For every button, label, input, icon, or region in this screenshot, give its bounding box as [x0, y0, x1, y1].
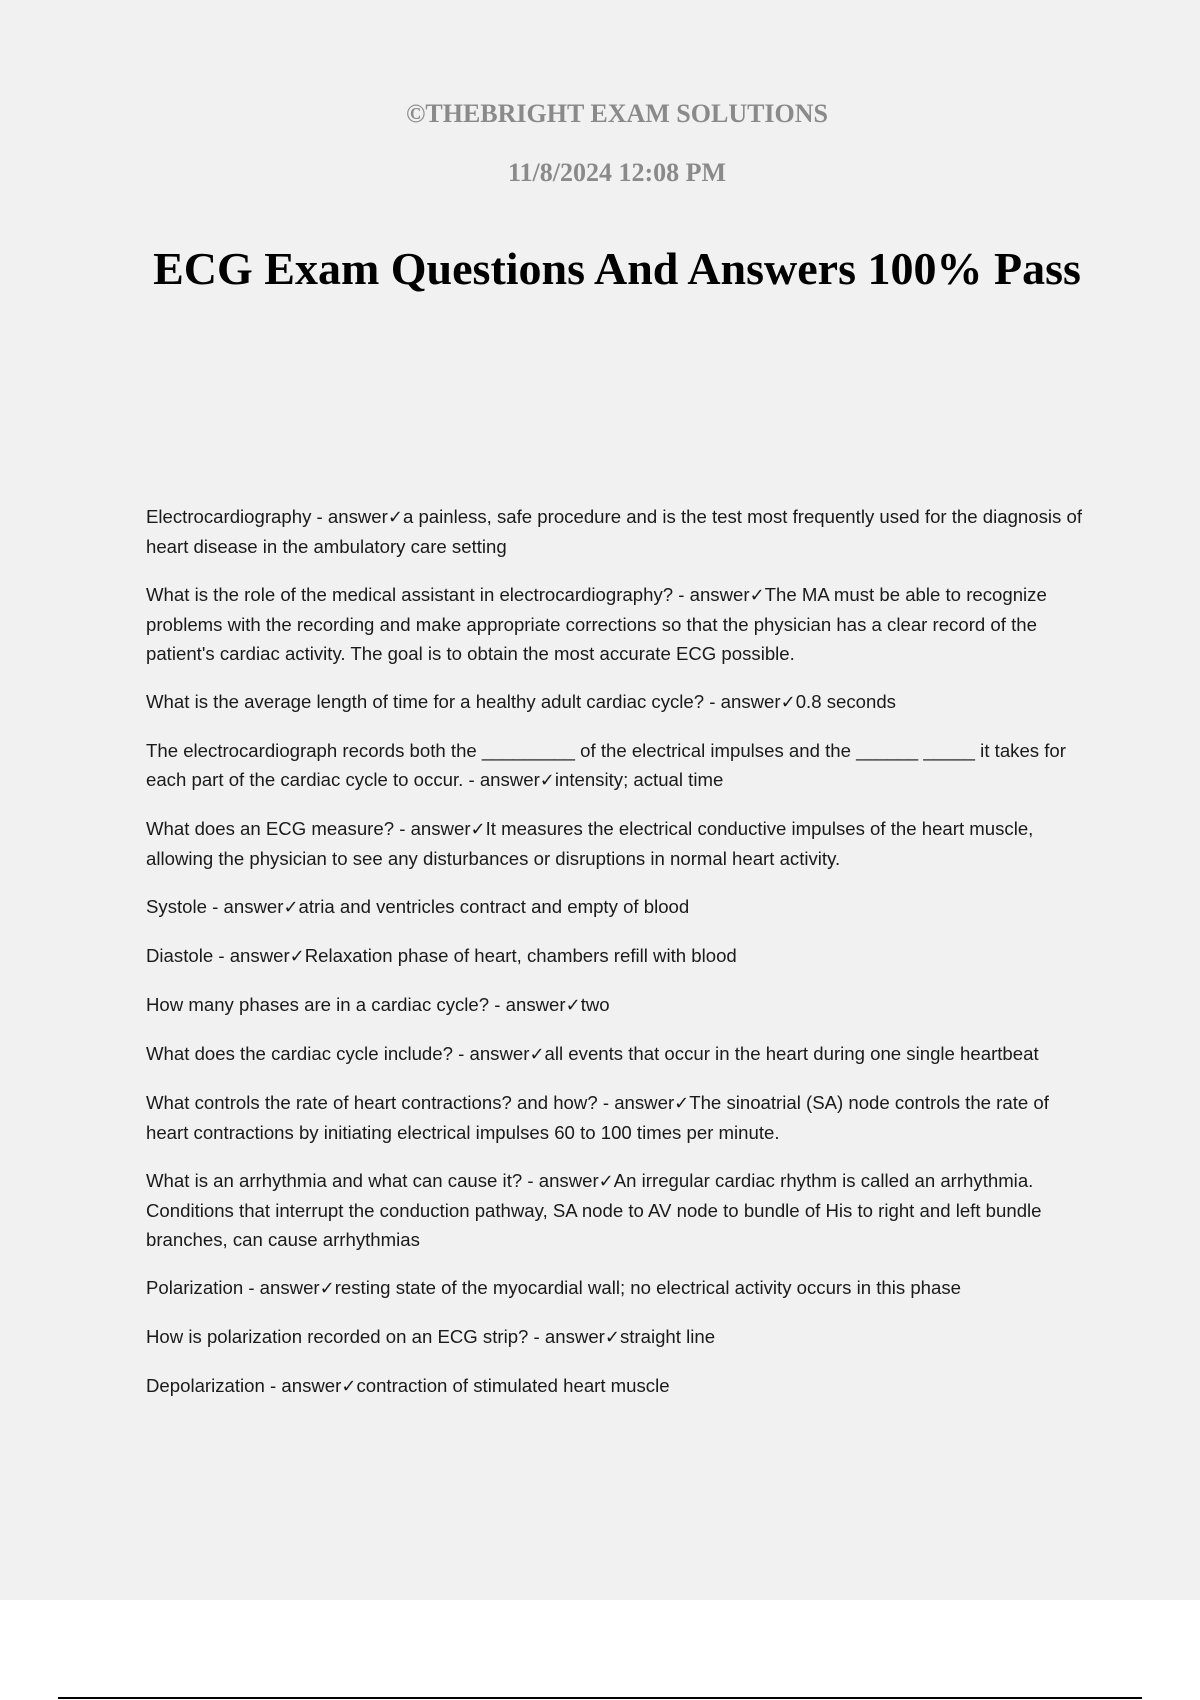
checkmark-icon: ✓ — [341, 1376, 357, 1397]
answer-marker: - answer — [243, 1277, 320, 1298]
question-text: What is the role of the medical assistant in electrocardiography? — [146, 584, 674, 605]
answer-text: The sinoatrial (SA) node controls the rate of heart contractions by initiating electrical impulses 60 to 100 times per minute. — [146, 1092, 1049, 1143]
checkmark-icon: ✓ — [598, 1171, 614, 1192]
qa-item — [146, 687, 1086, 717]
question-text: The electrocardiograph records both the _________ of the electrical impulses and the ______ _____ it takes for each part of the cardiac cycle to occur. — [146, 740, 1066, 790]
answer-marker: - answer — [522, 1170, 599, 1191]
qa-item — [146, 990, 1086, 1020]
checkmark-icon: ✓ — [289, 946, 305, 967]
checkmark-icon: ✓ — [470, 819, 486, 840]
question-text: What controls the rate of heart contractions? and how? — [146, 1092, 598, 1113]
question-text: Depolarization — [146, 1375, 265, 1396]
qa-item — [146, 1166, 1086, 1254]
qa-item — [146, 892, 1086, 922]
answer-marker: - answer — [206, 896, 284, 917]
question-text: Polarization — [146, 1277, 244, 1298]
answer-marker: - answer — [704, 691, 781, 712]
question-text: Diastole — [146, 945, 214, 966]
answer-text: straight line — [619, 1326, 716, 1347]
answer-text: An irregular cardiac rhythm is called an arrhythmia. Conditions that interrupt the conduction pathway, SA node to AV node to bundle of His to right and left bundle branches, can cause arrhythmias — [146, 1170, 1042, 1250]
qa-item — [146, 1088, 1086, 1147]
answer-text: two — [580, 994, 610, 1015]
checkmark-icon: ✓ — [283, 897, 299, 918]
document-title: ECG Exam Questions And Answers 100% Pass — [153, 243, 1081, 294]
qa-item — [146, 736, 1086, 795]
qa-list — [146, 502, 1086, 1420]
qa-item — [146, 580, 1086, 668]
answer-text: all events that occur in the heart during one single heartbeat — [544, 1043, 1039, 1064]
answer-marker: - answer — [264, 1375, 342, 1396]
answer-marker: - answer — [311, 506, 388, 527]
checkmark-icon: ✓ — [565, 995, 581, 1016]
answer-marker: - answer — [213, 945, 290, 966]
qa-item — [146, 1273, 1086, 1303]
checkmark-icon: ✓ — [604, 1327, 620, 1348]
checkmark-icon: ✓ — [780, 692, 796, 713]
qa-item — [146, 1371, 1086, 1401]
qa-item — [146, 814, 1086, 873]
checkmark-icon: ✓ — [529, 1044, 545, 1065]
question-text: What is the average length of time for a healthy adult cardiac cycle? — [146, 691, 705, 712]
question-text: What does the cardiac cycle include? — [146, 1043, 453, 1064]
answer-text: 0.8 seconds — [795, 691, 896, 712]
answer-text: The MA must be able to recognize problems with the recording and make appropriate corrections so that the physician has a clear record of the patient's cardiac activity. The goal is to obtain the most accurate ECG possible. — [146, 584, 1047, 664]
answer-marker: - answer — [452, 1043, 530, 1064]
qa-item — [146, 1039, 1086, 1069]
question-text: How is polarization recorded on an ECG strip? — [146, 1326, 529, 1347]
answer-text: atria and ventricles contract and empty of blood — [298, 896, 690, 917]
qa-item — [146, 1322, 1086, 1352]
checkmark-icon: ✓ — [674, 1093, 690, 1114]
date-header: 11/8/2024 12:08 PM — [507, 158, 727, 187]
footer-divider — [58, 1697, 1142, 1699]
qa-item — [146, 941, 1086, 971]
answer-text: intensity; actual time — [554, 769, 724, 790]
checkmark-icon: ✓ — [319, 1278, 335, 1299]
checkmark-icon: ✓ — [749, 585, 765, 606]
qa-item — [146, 502, 1086, 561]
question-text: Electrocardiography — [146, 506, 312, 527]
question-text: Systole — [146, 896, 207, 917]
answer-marker: - answer — [528, 1326, 605, 1347]
answer-text: contraction of stimulated heart muscle — [356, 1375, 670, 1396]
question-text: How many phases are in a cardiac cycle? — [146, 994, 490, 1015]
checkmark-icon: ✓ — [387, 507, 403, 528]
answer-text: resting state of the myocardial wall; no electrical activity occurs in this phase — [334, 1277, 961, 1298]
answer-marker: - answer — [673, 584, 750, 605]
company-header: ©THEBRIGHT EXAM SOLUTIONS — [405, 99, 829, 128]
answer-marker: - answer — [394, 818, 471, 839]
answer-marker: - answer — [597, 1092, 675, 1113]
answer-text: Relaxation phase of heart, chambers refill with blood — [304, 945, 737, 966]
question-text: What does an ECG measure? — [146, 818, 395, 839]
question-text: What is an arrhythmia and what can cause it? — [146, 1170, 523, 1191]
answer-text: a painless, safe procedure and is the test most frequently used for the diagnosis of heart disease in the ambulatory care setting — [146, 506, 1083, 557]
answer-text: It measures the electrical conductive impulses of the heart muscle, allowing the physician to see any disturbances or disruptions in normal heart activity. — [146, 818, 1034, 869]
answer-marker: - answer — [489, 994, 566, 1015]
checkmark-icon: ✓ — [539, 770, 555, 791]
answer-marker: - answer — [463, 769, 540, 790]
